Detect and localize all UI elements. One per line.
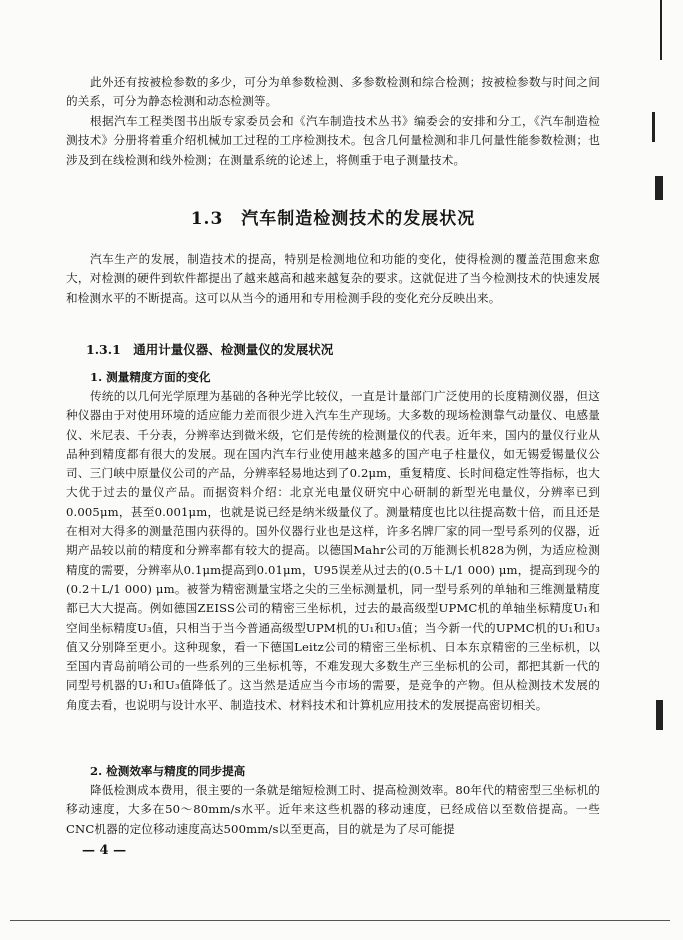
body-paragraph: 汽车生产的发展，制造技术的提高，特别是检测地位和功能的变化，使得检测的覆盖范围愈来愈大，对检测的硬件到软件都提出了越来越高和越来越复杂的要求。这就促进了当今检测技术的快速发展和检测水平的不断提高。这可以从当今的通用和专用检测手段的变化充分反映出来。 <box>66 252 600 305</box>
body-paragraph: 根据汽车工程类图书出版专家委员会和《汽车制造技术丛书》编委会的安排和分工，《汽车制造检测技术》分册将着重介绍机械加工过程的工序检测技术。包含几何量检测和非几何量性能参数检测；也涉及到在线检测和线外检测；在测量系统的论述上，将侧重于电子测量技术。 <box>66 114 600 167</box>
item-1-heading-block <box>66 368 600 387</box>
subsection-title: 1.3.1 通用计量仪器、检测量仪的发展状况 <box>86 342 334 357</box>
paragraph-3-block <box>66 250 600 308</box>
scan-edge-mark <box>652 112 655 142</box>
bottom-rule <box>10 920 670 921</box>
paragraph-5-block <box>66 781 600 839</box>
item-heading: 2. 检测效率与精度的同步提高 <box>90 764 246 778</box>
section-title: 1.3 汽车制造检测技术的发展状况 <box>190 209 476 229</box>
body-paragraph: 降低检测成本费用，很主要的一条就是缩短检测工时、提高检测效率。80年代的精密型三坐标机的移动速度，大多在50～80mm/s水平。近年来这些机器的移动速度，已经成倍以至数倍提高。一些CNC机器的定位移动速度高达500mm/s以至更高，目的就是为了尽可能提 <box>66 783 600 836</box>
paragraph-1-block <box>66 73 600 112</box>
item-2-heading-block <box>66 762 600 781</box>
subsection-title-block <box>66 340 600 360</box>
scan-edge-mark <box>656 700 663 730</box>
scan-edge-mark <box>655 176 663 200</box>
item-heading: 1. 测量精度方面的变化 <box>90 370 211 384</box>
scan-edge-mark <box>660 0 662 60</box>
section-title-block <box>66 208 600 230</box>
paragraph-4-block <box>66 387 600 715</box>
body-paragraph: 传统的以几何光学原理为基础的各种光学比较仪，一直是计量部门广泛使用的长度精测仪器，但这种仪器由于对使用环境的适应能力差而很少进入汽车生产现场。大多数的现场检测靠气动量仪、电感量仪、米尼表、千分表，分辨率达到微米级，它们是传统的检测量仪的代表。近年来，国内的量仪行业从品种到精度都有很大的发展。现在国内汽车行业使用越来越多的国产电子柱量仪，如无锡爱锡量仪公司、三门峡中原量仪公司的产品，分辨率轻易地达到了0.2μm，重复精度、长时间稳定性等指标，也大大优于过去的量仪产品。而据资料介绍：北京光电量仪研究中心研制的新型光电量仪，分辨率已到0.005μm，甚至0.001μm，也就是说已经是纳米级量仪了。测量精度也比以往提高数十倍，而且还是在相对大得多的测量范围内获得的。国外仪器行业也是这样，许多名牌厂家的同一型号系列的仪器，近期产品较以前的精度和分辨率都有较大的提高。以德国Mahr公司的万能测长机828为例，为适应检测精度的需要，分辨率从0.1μm提高到0.01μm，U95误差从过去的(0.5＋L/1 000) μm，提高到现今的(0.2＋L/1 000) μm。被誉为精密测量宝塔之尖的三坐标测量机，同一型号系列的单轴和三维测量精度都已大大提高。例如德国ZEISS公司的精密三坐标机，过去的最高级型UPMC机的单轴坐标精度U₁和空间坐标精度U₃值，只相当于当今普通高级型UPM机的U₁和U₃值；当今新一代的UPMC机的U₁和U₃值又分别降至更小。这种现象，看一下德国Leitz公司的精密三坐标机、日本东京精密的三坐标机，以至国内青岛前哨公司的一些系列的三坐标机等，不难发现大多数生产三坐标机的公司，都把其新一代的同型号机器的U₁和U₃值降低了。这当然是适应当今市场的需要，是竞争的产物。但从检测技术发展的角度去看，也说明与设计水平、制造技术、材料技术和计算机应用技术的发展提高密切相关。 <box>66 389 600 712</box>
page-number: — 4 — <box>82 843 127 858</box>
paragraph-2-block <box>66 112 600 170</box>
body-paragraph: 此外还有按被检参数的多少，可分为单参数检测、多参数检测和综合检测；按被检参数与时间之间的关系，可分为静态检测和动态检测等。 <box>66 75 600 109</box>
